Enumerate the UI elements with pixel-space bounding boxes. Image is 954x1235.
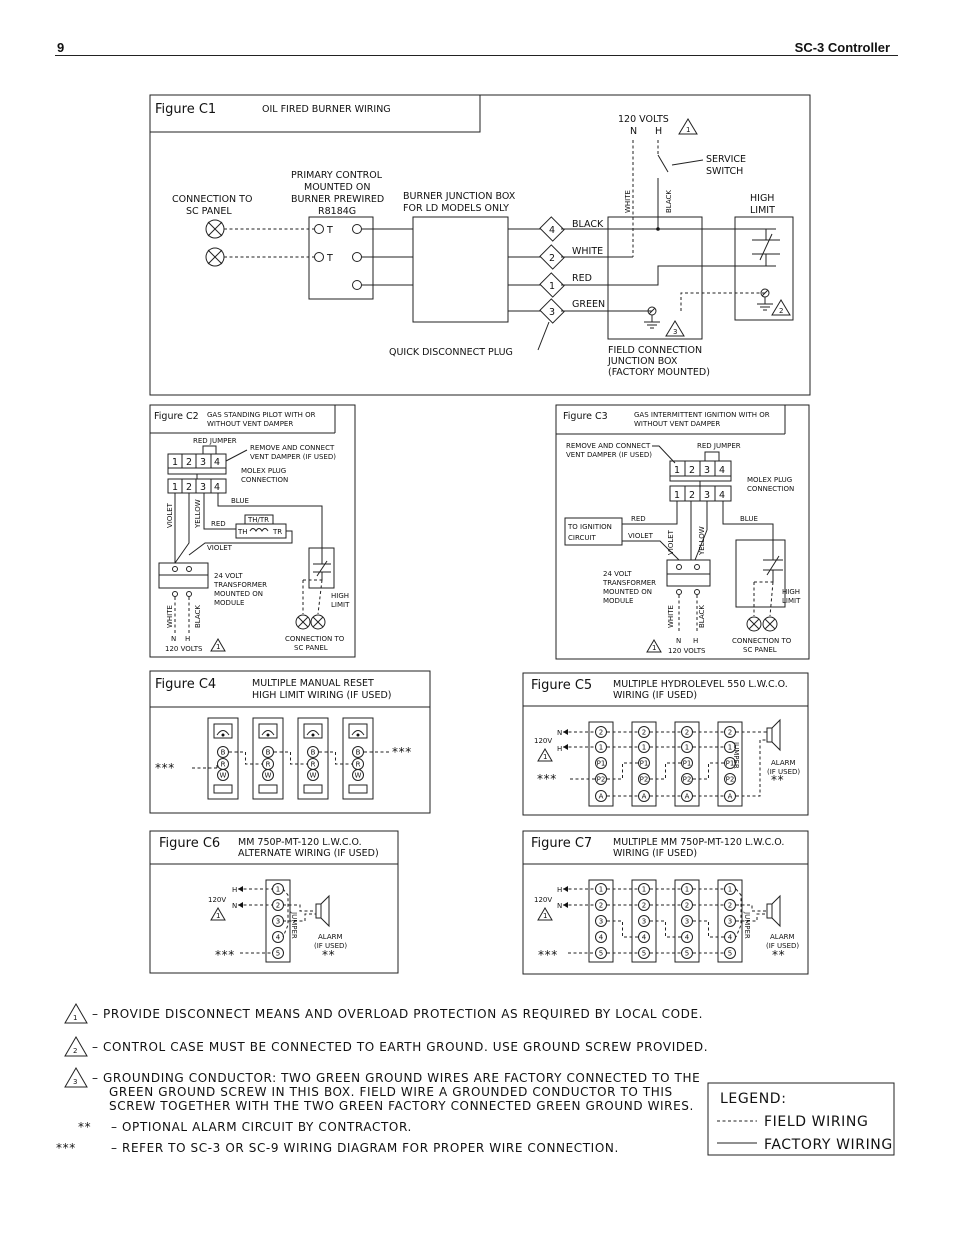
c2-red-label: RED <box>211 520 226 528</box>
c1-primary-label3: BURNER PREWIRED <box>291 194 385 205</box>
c7-alarm-label: ALARM <box>770 933 795 941</box>
c1-h-label: H <box>655 126 663 137</box>
c6-alarm-horn-icon <box>316 896 329 926</box>
c1-wire-black: BLACK <box>572 219 604 230</box>
c7-terminal-3-label: 3 <box>684 917 690 926</box>
c7-terminal-5-label: 5 <box>684 949 690 958</box>
note-5-symbol: *** <box>56 1141 76 1155</box>
c1-field-box-label3: (FACTORY MOUNTED) <box>608 367 710 378</box>
c7-stars3: *** <box>538 948 558 962</box>
figure-c2-title: GAS STANDING PILOT WITH OR <box>207 411 316 419</box>
c2-blue-label: BLUE <box>231 497 249 505</box>
warning-1-icon <box>65 1004 87 1023</box>
c2-pin-1b: 1 <box>172 482 179 493</box>
c6-terminal-2-label: 2 <box>275 901 281 910</box>
svg-text:3: 3 <box>673 328 678 336</box>
c3-pin-4b: 4 <box>719 490 726 501</box>
diagram-stroke <box>607 921 638 937</box>
c5-warning-1-icon <box>538 749 552 761</box>
c7-terminal-5-label: 5 <box>641 949 647 958</box>
c1-warning-3-icon <box>666 321 684 336</box>
c7-terminal-4-label: 4 <box>727 933 733 942</box>
c3-transformer-label3: MOUNTED ON <box>603 588 652 596</box>
note-3 <box>65 1068 700 1113</box>
c7-arrow-n <box>563 902 568 908</box>
c4-term-b-label: B <box>355 748 361 757</box>
c7-terminal-1-label: 1 <box>641 885 647 894</box>
c5-n-label: N <box>557 729 563 737</box>
c4-label-plate <box>349 785 367 793</box>
c5-terminal-1-label: 1 <box>727 743 733 752</box>
c4-term-r-label: R <box>310 760 316 769</box>
c4-reset-dot <box>222 734 225 737</box>
c4-reset-dot <box>267 734 270 737</box>
c2-pin-4b: 4 <box>214 482 221 493</box>
svg-text:1: 1 <box>543 753 548 761</box>
c7-terminal-1-label: 1 <box>684 885 690 894</box>
c4-term-w-label: W <box>219 771 227 780</box>
c3-transformer-label: 24 VOLT <box>603 570 632 578</box>
c7-arrow-h <box>563 886 568 892</box>
c4-label-plate <box>259 785 277 793</box>
c1-black-vertical: BLACK <box>665 189 673 213</box>
c1-connection-label: CONNECTION TO <box>172 194 253 205</box>
svg-text:1: 1 <box>216 912 221 920</box>
c1-plug-4: 4 <box>549 225 556 236</box>
c3-molex-label2: CONNECTION <box>747 485 795 493</box>
c2-lamp-icon <box>296 615 325 629</box>
warning-2-icon <box>65 1037 87 1056</box>
c5-stars2: ** <box>771 773 785 787</box>
c2-molex-label: MOLEX PLUG <box>241 467 287 475</box>
c7-alarm-horn-icon <box>767 896 780 926</box>
c3-pin-1: 1 <box>674 465 681 476</box>
c4-term-b-label: B <box>220 748 226 757</box>
c2-pin-2b: 2 <box>186 482 193 493</box>
c7-terminal-2-label: 2 <box>598 901 604 910</box>
c4-stars-left: *** <box>155 761 175 775</box>
legend-title: LEGEND: <box>720 1091 787 1107</box>
svg-text:1: 1 <box>216 643 221 651</box>
c5-h-label: H <box>557 745 563 753</box>
figure-c7 <box>240 0 808 974</box>
c3-connection-label2: SC PANEL <box>743 646 777 654</box>
c2-pin-3b: 3 <box>200 482 207 493</box>
c1-high-limit-label: HIGH <box>750 193 775 204</box>
c4-term-w-label: W <box>264 771 272 780</box>
diagram-stroke <box>693 921 724 937</box>
figure-c1-label: Figure C1 <box>155 102 217 117</box>
c5-terminal-p2-label: P2 <box>639 775 649 784</box>
c3-connection-label: CONNECTION TO <box>732 637 792 645</box>
figure-c5-title: MULTIPLE HYDROLEVEL 550 L.W.C.O. <box>613 679 788 690</box>
note-1-text: – PROVIDE DISCONNECT MEANS AND OVERLOAD PROTECTION AS REQUIRED BY LOCAL CODE. <box>92 1007 704 1021</box>
c3-ignition-label2: CIRCUIT <box>568 534 596 542</box>
c3-transformer-label4: MODULE <box>603 597 634 605</box>
c5-alarm-label2: (IF USED) <box>767 768 801 776</box>
c5-stars3: *** <box>537 772 557 786</box>
note-3-line-1: – GROUNDING CONDUCTOR: TWO GREEN GROUND WIRES ARE FACTORY CONNECTED TO THE <box>92 1071 701 1085</box>
c1-primary-label: PRIMARY CONTROL <box>291 170 383 181</box>
diagram-stroke <box>736 889 741 937</box>
figure-c4-label: Figure C4 <box>155 677 217 692</box>
c3-pin-4: 4 <box>719 465 726 476</box>
c1-junction-label: BURNER JUNCTION BOX <box>403 191 516 202</box>
c1-t2: T <box>327 253 333 264</box>
c1-plug-2: 2 <box>549 253 556 264</box>
diagram-stroke <box>274 752 307 764</box>
c1-ground-screw-2-icon <box>757 289 773 310</box>
c7-n-label: N <box>557 902 563 910</box>
c3-h-label: H <box>693 637 699 645</box>
diagram-stroke <box>650 763 681 779</box>
c5-terminal-2-label: 2 <box>641 728 647 737</box>
figure-c7-title2: WIRING (IF USED) <box>613 848 698 859</box>
c7-alarm-label2: (IF USED) <box>766 942 800 950</box>
c3-warning-1-icon <box>647 640 661 652</box>
c3-molex-label: MOLEX PLUG <box>747 476 793 484</box>
c2-black-label: BLACK <box>194 604 202 628</box>
note-5 <box>56 1141 619 1155</box>
c2-yellow-label: YELLOW <box>194 499 202 528</box>
c6-volts-label: 120V <box>208 896 227 904</box>
c7-stars2: ** <box>772 948 786 962</box>
svg-text:2: 2 <box>779 307 784 315</box>
c6-h-label: H <box>232 886 238 894</box>
c1-junction-label2: FOR LD MODELS ONLY <box>403 203 509 214</box>
c1-connection-label2: SC PANEL <box>186 206 232 217</box>
c4-term-r-label: R <box>355 760 361 769</box>
c2-transformer-label4: MODULE <box>214 599 245 607</box>
c5-alarm-horn-icon <box>767 720 780 750</box>
c5-terminal-2-label: 2 <box>684 728 690 737</box>
c5-terminal-a-label: A <box>684 792 690 801</box>
c3-white-label: WHITE <box>667 605 675 628</box>
c3-high-limit-label2: LIMIT <box>782 597 801 605</box>
figure-c3-title: GAS INTERMITTENT IGNITION WITH OR <box>634 411 770 419</box>
c3-molex-plug-top <box>670 461 731 476</box>
c6-terminal-4-label: 4 <box>275 933 281 942</box>
c2-high-limit-label2: LIMIT <box>331 601 350 609</box>
c2-remove-label2: VENT DAMPER (IF USED) <box>250 453 336 461</box>
figure-c7-title: MULTIPLE MM 750P-MT-120 L.W.C.O. <box>613 837 785 848</box>
c6-jumper-label: JUMPER <box>290 912 298 939</box>
c3-yellow-label: YELLOW <box>698 526 706 555</box>
c2-h-label: H <box>185 635 191 643</box>
figure-c5-label: Figure C5 <box>531 678 593 693</box>
c7-terminal-2-label: 2 <box>727 901 733 910</box>
c6-arrow-n <box>238 902 243 908</box>
c1-warning-2-icon <box>772 300 790 315</box>
c7-terminal-3-label: 3 <box>598 917 604 926</box>
c1-quick-disconnect-label: QUICK DISCONNECT PLUG <box>389 347 513 358</box>
c2-pin-2: 2 <box>186 457 193 468</box>
c5-terminal-2-label: 2 <box>727 728 733 737</box>
c2-high-limit-label: HIGH <box>331 592 350 600</box>
c5-jumper-label: JUMPER <box>732 742 740 769</box>
c1-plug-3: 3 <box>549 307 556 318</box>
c5-terminal-p1-label: P1 <box>639 759 649 768</box>
c1-voltage: 120 VOLTS <box>618 114 669 125</box>
c4-high-limit-units <box>192 718 390 799</box>
c2-th-label: TH <box>238 528 248 536</box>
c1-ground-screw-icon <box>644 307 660 328</box>
figure-c4-title2: HIGH LIMIT WIRING (IF USED) <box>252 690 392 701</box>
c7-h-label: H <box>557 886 563 894</box>
note-4-text: – OPTIONAL ALARM CIRCUIT BY CONTRACTOR. <box>111 1120 412 1134</box>
c2-volts-label: 120 VOLTS <box>165 645 203 653</box>
c2-remove-label: REMOVE AND CONNECT <box>250 444 335 452</box>
c3-remove-label2: VENT DAMPER (IF USED) <box>566 451 652 459</box>
c7-jumper-label: JUMPER <box>743 912 751 939</box>
figure-c1 <box>150 95 810 395</box>
c5-terminal-p2-label: P2 <box>596 775 606 784</box>
c3-remove-label: REMOVE AND CONNECT <box>566 442 651 450</box>
c1-high-limit-label2: LIMIT <box>750 205 775 216</box>
note-3-line-2: GREEN GROUND SCREW IN THIS BOX. FIELD WIRE A GROUNDED CONDUCTOR TO THIS <box>109 1085 673 1099</box>
c3-red-jumper-label: RED JUMPER <box>697 442 741 450</box>
c6-n-label: N <box>232 902 238 910</box>
c3-high-limit-label: HIGH <box>782 588 801 596</box>
c1-wire-red: RED <box>572 273 592 284</box>
c6-arrow-h <box>238 886 243 892</box>
note-5-text: – REFER TO SC-3 OR SC-9 WIRING DIAGRAM FOR PROPER WIRE CONNECTION. <box>111 1141 619 1155</box>
c1-wire-green: GREEN <box>572 299 606 310</box>
c3-pin-3b: 3 <box>704 490 711 501</box>
c7-volts-label: 120V <box>534 896 553 904</box>
c1-indicator-lamp-icon <box>206 220 224 266</box>
c7-terminal-1-label: 1 <box>598 885 604 894</box>
c2-transformer-label2: TRANSFORMER <box>214 581 268 589</box>
c1-service-switch-label: SERVICE <box>706 154 747 165</box>
figure-c3-label: Figure C3 <box>563 411 608 422</box>
c5-lwco-units <box>563 722 767 806</box>
c1-t1: T <box>327 225 333 236</box>
c4-term-b-label: B <box>265 748 271 757</box>
c3-pin-1b: 1 <box>674 490 681 501</box>
c3-high-limit <box>736 540 785 607</box>
legend-factory-label: FACTORY WIRING <box>764 1137 893 1153</box>
diagram-stroke <box>283 889 288 937</box>
legend <box>708 1083 894 1155</box>
c2-pin-4: 4 <box>214 457 221 468</box>
c6-terminal-1-label: 1 <box>275 885 281 894</box>
figure-c1-title: OIL FIRED BURNER WIRING <box>262 104 391 115</box>
c2-warning-1-icon <box>211 639 225 651</box>
figure-c6-label: Figure C6 <box>159 836 221 851</box>
c6-alarm-label2: (IF USED) <box>314 942 348 950</box>
c4-label-plate <box>214 785 232 793</box>
c5-terminal-p1-label: P1 <box>725 759 735 768</box>
c1-field-box-label: FIELD CONNECTION <box>608 345 703 356</box>
c2-pin-1: 1 <box>172 457 179 468</box>
c2-tr-label: TR <box>273 528 283 536</box>
c3-transformer <box>667 560 710 574</box>
c7-terminal-1-label: 1 <box>727 885 733 894</box>
c1-white-vertical: WHITE <box>624 190 632 213</box>
c5-arrow-n <box>563 729 568 735</box>
note-2-number: 2 <box>73 1047 78 1055</box>
svg-text:1: 1 <box>652 644 657 652</box>
c2-molex-label2: CONNECTION <box>241 476 289 484</box>
c7-terminal-5-label: 5 <box>598 949 604 958</box>
diagram-stroke <box>693 763 724 779</box>
c7-terminal-3-label: 3 <box>727 917 733 926</box>
c6-alarm-label: ALARM <box>318 933 343 941</box>
c6-terminal-3-label: 3 <box>275 917 281 926</box>
figure-c7-label: Figure C7 <box>531 836 593 851</box>
c3-red-label: RED <box>631 515 646 523</box>
c2-pin-3: 3 <box>200 457 207 468</box>
c3-pin-2: 2 <box>689 465 696 476</box>
c7-terminal-2-label: 2 <box>641 901 647 910</box>
c3-lamp-icon <box>747 617 777 631</box>
note-2 <box>65 1037 708 1056</box>
c2-molex-plug-top <box>168 454 226 468</box>
c7-warning-1-icon <box>538 908 552 920</box>
figure-c6-title: MM 750P-MT-120 L.W.C.O. <box>238 837 362 848</box>
c3-n-label: N <box>676 637 682 645</box>
c4-term-w-label: W <box>309 771 317 780</box>
note-4-symbol: ** <box>78 1120 92 1134</box>
document-title: SC-3 Controller <box>794 40 890 55</box>
c5-terminal-p2-label: P2 <box>725 775 735 784</box>
c1-junction-box <box>413 217 508 322</box>
c4-term-b-label: B <box>310 748 316 757</box>
note-4 <box>78 1120 412 1134</box>
c2-connection-label2: SC PANEL <box>294 644 328 652</box>
c4-reset-dot <box>357 734 360 737</box>
note-3-line-3: SCREW TOGETHER WITH THE TWO GREEN FACTORY CONNECTED GREEN GROUND WIRES. <box>109 1099 694 1113</box>
c1-field-box-label2: JUNCTION BOX <box>608 356 678 367</box>
c3-molex-plug-bottom <box>670 486 731 501</box>
c3-pin-3: 3 <box>704 465 711 476</box>
c4-stars-right: *** <box>392 745 412 759</box>
diagram-stroke <box>319 752 352 764</box>
diagram-stroke <box>607 763 638 779</box>
c5-terminal-a-label: A <box>727 792 733 801</box>
c2-thtr-label: TH/TR <box>248 516 270 524</box>
c2-connection-label: CONNECTION TO <box>285 635 345 643</box>
figure-c5 <box>523 673 808 815</box>
note-2-text: – CONTROL CASE MUST BE CONNECTED TO EARTH GROUND. USE GROUND SCREW PROVIDED. <box>92 1040 709 1054</box>
c5-terminal-1-label: 1 <box>684 743 690 752</box>
c3-ignition-label: TO IGNITION <box>568 523 612 531</box>
c7-terminal-4-label: 4 <box>641 933 647 942</box>
figure-c2 <box>150 405 355 657</box>
diagram-stroke <box>650 921 681 937</box>
c2-white-label: WHITE <box>166 605 174 628</box>
c7-terminal-3-label: 3 <box>641 917 647 926</box>
c7-terminal-5-label: 5 <box>727 949 733 958</box>
notes <box>56 1004 708 1155</box>
c3-volts-label: 120 VOLTS <box>668 647 706 655</box>
figure-c2-label: Figure C2 <box>154 411 199 422</box>
c3-violet-label: VIOLET <box>628 532 653 540</box>
c3-blue-label: BLUE <box>740 515 758 523</box>
c2-thermocouple <box>236 515 286 538</box>
c1-primary-label4: R8184G <box>318 206 357 217</box>
c1-n-label: N <box>630 126 638 137</box>
c6-stars2: ** <box>322 948 336 962</box>
svg-text:1: 1 <box>686 126 691 134</box>
figure-c4-title: MULTIPLE MANUAL RESET <box>252 678 374 689</box>
c5-alarm-label: ALARM <box>771 759 796 767</box>
note-3-number: 3 <box>73 1078 78 1086</box>
c5-terminal-p1-label: P1 <box>682 759 692 768</box>
svg-text:1: 1 <box>543 912 548 920</box>
c1-wire-white: WHITE <box>572 246 604 257</box>
c7-terminal-4-label: 4 <box>598 933 604 942</box>
c2-molex-plug-bottom <box>168 479 226 493</box>
c2-transformer-label3: MOUNTED ON <box>214 590 263 598</box>
c5-terminal-2-label: 2 <box>598 728 604 737</box>
c4-term-w-label: W <box>354 771 362 780</box>
warning-3-icon <box>65 1068 87 1087</box>
c2-violet-label: VIOLET <box>166 503 174 528</box>
c4-reset-dot <box>312 734 315 737</box>
c3-transformer-label2: TRANSFORMER <box>603 579 657 587</box>
c1-primary-label2: MOUNTED ON <box>304 182 371 193</box>
c6-warning-1-icon <box>211 908 225 920</box>
legend-field-label: FIELD WIRING <box>764 1114 869 1130</box>
c5-volts-label: 120V <box>534 737 553 745</box>
note-1 <box>65 1004 703 1023</box>
c4-term-r-label: R <box>220 760 226 769</box>
c2-n-label: N <box>171 635 177 643</box>
page-number: 9 <box>57 40 65 55</box>
c2-violet2-label: VIOLET <box>207 544 232 552</box>
c5-terminal-a-label: A <box>641 792 647 801</box>
c1-quick-disconnect-plug <box>540 217 564 323</box>
figure-c2-title2: WITHOUT VENT DAMPER <box>207 420 294 428</box>
figure-c5-title2: WIRING (IF USED) <box>613 690 698 701</box>
figure-c3 <box>556 405 809 659</box>
c1-field-junction-box <box>608 217 702 339</box>
c3-black-label: BLACK <box>698 604 706 628</box>
figure-c4 <box>150 671 430 813</box>
c2-transformer <box>159 563 208 575</box>
c3-pin-2b: 2 <box>689 490 696 501</box>
c5-arrow-h <box>563 744 568 750</box>
c1-plug-1: 1 <box>549 281 556 292</box>
c1-service-switch-label2: SWITCH <box>706 166 744 177</box>
figure-c6-title2: ALTERNATE WIRING (IF USED) <box>238 848 379 859</box>
c1-warning-1-icon <box>679 119 697 134</box>
diagram-stroke <box>229 752 262 764</box>
c5-terminal-p2-label: P2 <box>682 775 692 784</box>
c7-terminal-2-label: 2 <box>684 901 690 910</box>
c2-transformer-label: 24 VOLT <box>214 572 243 580</box>
c7-terminal-4-label: 4 <box>684 933 690 942</box>
c5-terminal-1-label: 1 <box>598 743 604 752</box>
c3-violet2-label: VIOLET <box>667 530 675 555</box>
c6-terminal-5-label: 5 <box>275 949 281 958</box>
figure-c3-title2: WITHOUT VENT DAMPER <box>634 420 721 428</box>
note-1-number: 1 <box>73 1014 78 1022</box>
c4-label-plate <box>304 785 322 793</box>
c5-terminal-p1-label: P1 <box>596 759 606 768</box>
c4-term-r-label: R <box>265 760 271 769</box>
c5-terminal-a-label: A <box>598 792 604 801</box>
c2-red-jumper-label: RED JUMPER <box>193 437 237 445</box>
c5-terminal-1-label: 1 <box>641 743 647 752</box>
c6-stars3: *** <box>215 948 235 962</box>
